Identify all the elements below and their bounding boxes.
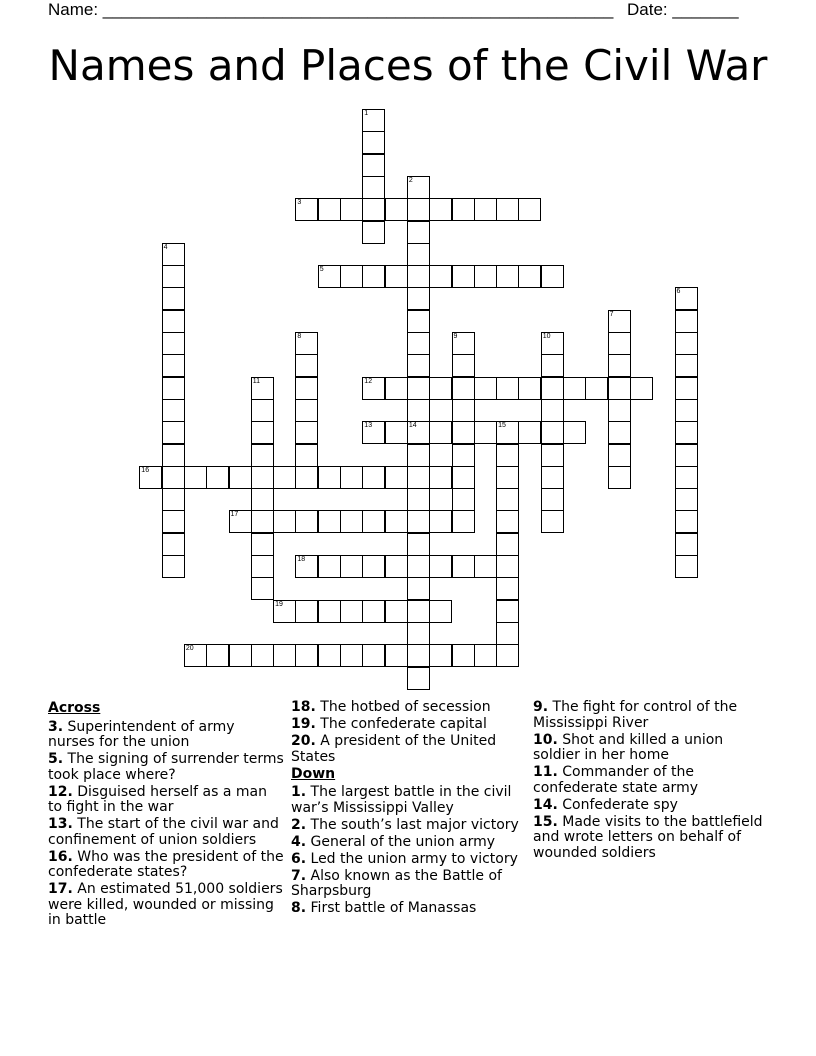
grid-cell[interactable] bbox=[318, 466, 341, 489]
grid-cell[interactable] bbox=[251, 377, 274, 400]
name-field[interactable]: Name: ______________________________________________________ bbox=[48, 0, 614, 19]
grid-cell[interactable] bbox=[362, 221, 385, 244]
clue-number: 1 bbox=[364, 110, 369, 117]
grid-cell[interactable] bbox=[162, 466, 185, 489]
grid-cell[interactable] bbox=[541, 510, 564, 533]
clue-number: 11 bbox=[252, 377, 261, 385]
grid-cell[interactable] bbox=[452, 644, 475, 667]
grid-cell[interactable] bbox=[162, 399, 185, 422]
grid-cell[interactable] bbox=[541, 354, 564, 377]
grid-cell[interactable] bbox=[362, 198, 385, 221]
clue-number: 10 bbox=[542, 333, 551, 340]
page-title: Names and Places of the Civil War bbox=[48, 41, 768, 90]
clue-number: 3 bbox=[297, 199, 302, 207]
grid-cell[interactable] bbox=[273, 510, 296, 533]
grid-cell[interactable] bbox=[541, 444, 564, 467]
grid-cell[interactable] bbox=[295, 332, 318, 355]
clue-number: 9 bbox=[453, 333, 458, 340]
grid-cell[interactable] bbox=[496, 577, 519, 600]
grid-cell[interactable] bbox=[229, 510, 252, 533]
grid-cell[interactable] bbox=[362, 265, 385, 288]
clue-down-8: 8. First battle of Manassas bbox=[291, 900, 477, 916]
grid-cell[interactable] bbox=[675, 354, 698, 377]
grid-cell[interactable] bbox=[474, 198, 497, 221]
clue-down-7: 7. Also known as the Battle of Sharpsburg bbox=[291, 867, 502, 899]
grid-cell[interactable] bbox=[139, 466, 162, 489]
grid-cell[interactable] bbox=[162, 533, 185, 556]
grid-cell[interactable] bbox=[162, 243, 185, 266]
grid-cell[interactable] bbox=[452, 377, 475, 400]
clues-column-3 bbox=[533, 700, 769, 863]
grid-cell[interactable] bbox=[452, 332, 475, 355]
grid-cell[interactable] bbox=[474, 377, 497, 400]
grid-cell[interactable] bbox=[452, 555, 475, 578]
grid-cell[interactable] bbox=[407, 176, 430, 199]
grid-cell[interactable] bbox=[675, 421, 698, 444]
grid-cell[interactable] bbox=[429, 377, 452, 400]
grid-cell[interactable] bbox=[162, 444, 185, 467]
grid-cell[interactable] bbox=[675, 377, 698, 400]
grid-cell[interactable] bbox=[184, 466, 207, 489]
clue-number: 6 bbox=[676, 288, 681, 296]
grid-cell[interactable] bbox=[362, 131, 385, 154]
grid-cell[interactable] bbox=[675, 444, 698, 467]
grid-cell[interactable] bbox=[452, 354, 475, 377]
clue-across-13: 13. The start of the civil war and confinement of union soldiers bbox=[48, 816, 279, 848]
grid-cell[interactable] bbox=[407, 287, 430, 310]
clue-number: 19 bbox=[275, 600, 283, 608]
clue-number: 20 bbox=[185, 645, 194, 653]
grid-cell[interactable] bbox=[251, 555, 274, 578]
clue-across-3: 3. Superintendent of army nurses for the union bbox=[48, 718, 235, 750]
grid-cell[interactable] bbox=[541, 466, 564, 489]
clue-down-4: 4. General of the union army bbox=[291, 833, 496, 850]
grid-cell[interactable] bbox=[407, 577, 430, 600]
grid-cell[interactable] bbox=[608, 332, 631, 355]
grid-cell[interactable] bbox=[496, 265, 519, 288]
grid-cell[interactable] bbox=[474, 555, 497, 578]
grid-cell[interactable] bbox=[385, 644, 408, 667]
grid-cell[interactable] bbox=[429, 600, 452, 623]
grid-cell[interactable] bbox=[407, 667, 430, 690]
grid-cell[interactable] bbox=[362, 644, 385, 667]
grid-cell[interactable] bbox=[251, 399, 274, 422]
grid-cell[interactable] bbox=[407, 444, 430, 467]
clue-across-19: 19. The confederate capital bbox=[291, 716, 487, 732]
grid-cell[interactable] bbox=[162, 488, 185, 511]
clue-across-17: 17. An estimated 51,000 soldiers were killed, wounded or missing in battle bbox=[48, 881, 283, 928]
grid-cell[interactable] bbox=[563, 421, 586, 444]
grid-cell[interactable] bbox=[541, 488, 564, 511]
clue-number: 12 bbox=[364, 377, 373, 385]
grid-cell[interactable] bbox=[385, 421, 408, 444]
grid-cell[interactable] bbox=[362, 154, 385, 177]
clue-number: 15 bbox=[498, 422, 506, 430]
grid-cell[interactable] bbox=[362, 421, 385, 444]
grid-cell[interactable] bbox=[518, 421, 541, 444]
across-heading: Across bbox=[48, 700, 101, 716]
grid-cell[interactable] bbox=[251, 466, 274, 489]
grid-cell[interactable] bbox=[429, 421, 452, 444]
grid-cell[interactable] bbox=[496, 488, 519, 511]
grid-cell[interactable] bbox=[452, 444, 475, 467]
clue-number: 17 bbox=[230, 511, 239, 519]
grid-cell[interactable] bbox=[496, 510, 519, 533]
clue-down-11: 11. Commander of the confederate state army bbox=[533, 764, 698, 796]
grid-cell[interactable] bbox=[496, 466, 519, 489]
clue-number: 2 bbox=[408, 176, 413, 184]
clue-down-10: 10. Shot and killed a union soldier in her home bbox=[533, 731, 724, 763]
grid-cell[interactable] bbox=[452, 510, 475, 533]
grid-cell[interactable] bbox=[675, 510, 698, 533]
grid-cell[interactable] bbox=[541, 332, 564, 355]
clue-across-18: 18. The hotbed of secession bbox=[291, 699, 491, 715]
grid-cell[interactable] bbox=[608, 310, 631, 333]
grid-cell[interactable] bbox=[496, 644, 519, 667]
grid-cell[interactable] bbox=[518, 265, 541, 288]
grid-cell[interactable] bbox=[452, 488, 475, 511]
grid-cell[interactable] bbox=[608, 399, 631, 422]
grid-cell[interactable] bbox=[608, 421, 631, 444]
grid-cell[interactable] bbox=[407, 198, 430, 221]
grid-cell[interactable] bbox=[407, 265, 430, 288]
clue-down-14: 14. Confederate spy bbox=[533, 796, 678, 813]
clue-number: 7 bbox=[609, 310, 614, 318]
grid-cell[interactable] bbox=[162, 354, 185, 377]
clue-number: 16 bbox=[141, 466, 150, 474]
clue-across-12: 12. Disguised herself as a man to fight in the war bbox=[48, 783, 267, 815]
grid-cell[interactable] bbox=[318, 600, 341, 623]
grid-cell[interactable] bbox=[362, 109, 385, 132]
grid-cell[interactable] bbox=[407, 622, 430, 645]
grid-cell[interactable] bbox=[675, 399, 698, 422]
grid-cell[interactable] bbox=[541, 399, 564, 422]
grid-cell[interactable] bbox=[608, 377, 631, 400]
grid-cell[interactable] bbox=[608, 354, 631, 377]
grid-cell[interactable] bbox=[340, 510, 363, 533]
grid-cell[interactable] bbox=[162, 555, 185, 578]
grid-cell[interactable] bbox=[496, 622, 519, 645]
grid-cell[interactable] bbox=[452, 198, 475, 221]
grid-cell[interactable] bbox=[251, 533, 274, 556]
grid-cell[interactable] bbox=[340, 466, 363, 489]
grid-cell[interactable] bbox=[162, 510, 185, 533]
grid-cell[interactable] bbox=[295, 466, 318, 489]
clue-across-16: 16. Who was the president of the confederate states? bbox=[48, 848, 284, 880]
grid-cell[interactable] bbox=[675, 488, 698, 511]
grid-cell[interactable] bbox=[340, 600, 363, 623]
grid-cell[interactable] bbox=[429, 466, 452, 489]
grid-cell[interactable] bbox=[251, 421, 274, 444]
grid-cell[interactable] bbox=[429, 265, 452, 288]
grid-cell[interactable] bbox=[675, 555, 698, 578]
grid-cell[interactable] bbox=[541, 377, 564, 400]
grid-cell[interactable] bbox=[496, 444, 519, 467]
grid-cell[interactable] bbox=[229, 644, 252, 667]
grid-cell[interactable] bbox=[162, 377, 185, 400]
grid-cell[interactable] bbox=[407, 310, 430, 333]
grid-cell[interactable] bbox=[318, 510, 341, 533]
grid-cell[interactable] bbox=[407, 377, 430, 400]
clue-number: 8 bbox=[297, 333, 302, 340]
grid-cell[interactable] bbox=[407, 510, 430, 533]
grid-cell[interactable] bbox=[162, 265, 185, 288]
grid-cell[interactable] bbox=[496, 600, 519, 623]
grid-cell[interactable] bbox=[474, 421, 497, 444]
grid-cell[interactable] bbox=[675, 466, 698, 489]
grid-cell[interactable] bbox=[295, 444, 318, 467]
grid-cell[interactable] bbox=[385, 265, 408, 288]
grid-cell[interactable] bbox=[563, 377, 586, 400]
date-field[interactable]: Date: _______ bbox=[627, 0, 739, 19]
grid-cell[interactable] bbox=[295, 510, 318, 533]
grid-cell[interactable] bbox=[362, 377, 385, 400]
clue-number: 14 bbox=[408, 422, 417, 430]
grid-cell[interactable] bbox=[496, 533, 519, 556]
clues-column-2 bbox=[291, 700, 527, 918]
grid-cell[interactable] bbox=[362, 600, 385, 623]
grid-cell[interactable] bbox=[407, 399, 430, 422]
grid-cell[interactable] bbox=[295, 421, 318, 444]
grid-cell[interactable] bbox=[251, 444, 274, 467]
grid-cell[interactable] bbox=[295, 644, 318, 667]
grid-cell[interactable] bbox=[496, 421, 519, 444]
grid-cell[interactable] bbox=[429, 644, 452, 667]
grid-cell[interactable] bbox=[251, 577, 274, 600]
clue-number: 4 bbox=[163, 243, 168, 251]
grid-cell[interactable] bbox=[407, 221, 430, 244]
grid-cell[interactable] bbox=[675, 287, 698, 310]
grid-cell[interactable] bbox=[385, 510, 408, 533]
grid-cell[interactable] bbox=[251, 644, 274, 667]
down-heading: Down bbox=[291, 765, 336, 782]
grid-cell[interactable] bbox=[385, 198, 408, 221]
grid-cell[interactable] bbox=[318, 644, 341, 667]
grid-cell[interactable] bbox=[675, 310, 698, 333]
grid-cell[interactable] bbox=[162, 421, 185, 444]
grid-cell[interactable] bbox=[362, 555, 385, 578]
clue-across-20: 20. A president of the United States bbox=[291, 733, 497, 765]
grid-cell[interactable] bbox=[474, 644, 497, 667]
grid-cell[interactable] bbox=[630, 377, 653, 400]
grid-cell[interactable] bbox=[206, 644, 229, 667]
grid-cell[interactable] bbox=[184, 644, 207, 667]
grid-cell[interactable] bbox=[318, 198, 341, 221]
grid-cell[interactable] bbox=[362, 466, 385, 489]
grid-cell[interactable] bbox=[496, 198, 519, 221]
grid-cell[interactable] bbox=[385, 377, 408, 400]
grid-cell[interactable] bbox=[429, 198, 452, 221]
grid-cell[interactable] bbox=[340, 644, 363, 667]
grid-cell[interactable] bbox=[385, 555, 408, 578]
grid-cell[interactable] bbox=[362, 510, 385, 533]
grid-cell[interactable] bbox=[429, 555, 452, 578]
grid-cell[interactable] bbox=[474, 265, 497, 288]
grid-cell[interactable] bbox=[452, 421, 475, 444]
grid-cell[interactable] bbox=[295, 600, 318, 623]
grid-cell[interactable] bbox=[608, 466, 631, 489]
clue-number: 18 bbox=[297, 556, 306, 563]
clue-down-9: 9. The fight for control of the Mississippi River bbox=[533, 699, 738, 731]
grid-cell[interactable] bbox=[295, 555, 318, 578]
grid-cell[interactable] bbox=[407, 354, 430, 377]
grid-cell[interactable] bbox=[340, 265, 363, 288]
grid-cell[interactable] bbox=[407, 421, 430, 444]
grid-cell[interactable] bbox=[295, 354, 318, 377]
grid-cell[interactable] bbox=[608, 444, 631, 467]
clues-column-1 bbox=[48, 700, 284, 930]
clue-down-6: 6. Led the union army to victory bbox=[291, 850, 518, 867]
grid-cell[interactable] bbox=[496, 377, 519, 400]
grid-cell[interactable] bbox=[295, 399, 318, 422]
grid-cell[interactable] bbox=[162, 310, 185, 333]
grid-cell[interactable] bbox=[162, 287, 185, 310]
grid-cell[interactable] bbox=[295, 377, 318, 400]
grid-cell[interactable] bbox=[452, 399, 475, 422]
grid-cell[interactable] bbox=[229, 466, 252, 489]
clue-down-1: 1. The largest battle in the civil war’s Mississippi Valley bbox=[291, 784, 512, 816]
clue-down-2: 2. The south’s last major victory bbox=[291, 816, 519, 833]
clue-down-15: 15. Made visits to the battlefield and wrote letters on behalf of wounded soldiers bbox=[533, 813, 763, 861]
grid-cell[interactable] bbox=[273, 600, 296, 623]
grid-cell[interactable] bbox=[318, 555, 341, 578]
grid-cell[interactable] bbox=[496, 555, 519, 578]
clue-across-5: 5. The signing of surrender terms took place where? bbox=[48, 751, 284, 783]
grid-cell[interactable] bbox=[251, 488, 274, 511]
grid-cell[interactable] bbox=[273, 644, 296, 667]
grid-cell[interactable] bbox=[518, 198, 541, 221]
grid-cell[interactable] bbox=[273, 466, 296, 489]
grid-cell[interactable] bbox=[251, 510, 274, 533]
grid-cell[interactable] bbox=[407, 488, 430, 511]
grid-cell[interactable] bbox=[452, 466, 475, 489]
grid-cell[interactable] bbox=[407, 243, 430, 266]
grid-cell[interactable] bbox=[585, 377, 608, 400]
grid-cell[interactable] bbox=[385, 466, 408, 489]
grid-cell[interactable] bbox=[541, 265, 564, 288]
grid-cell[interactable] bbox=[295, 198, 318, 221]
grid-cell[interactable] bbox=[340, 555, 363, 578]
grid-cell[interactable] bbox=[407, 600, 430, 623]
grid-cell[interactable] bbox=[385, 600, 408, 623]
grid-cell[interactable] bbox=[407, 644, 430, 667]
grid-cell[interactable] bbox=[675, 332, 698, 355]
grid-cell[interactable] bbox=[407, 332, 430, 355]
grid-cell[interactable] bbox=[518, 377, 541, 400]
grid-cell[interactable] bbox=[675, 533, 698, 556]
grid-cell[interactable] bbox=[407, 533, 430, 556]
grid-cell[interactable] bbox=[429, 510, 452, 533]
grid-cell[interactable] bbox=[541, 421, 564, 444]
clue-number: 5 bbox=[319, 266, 324, 274]
grid-cell[interactable] bbox=[206, 466, 229, 489]
grid-cell[interactable] bbox=[407, 466, 430, 489]
grid-cell[interactable] bbox=[362, 176, 385, 199]
grid-cell[interactable] bbox=[452, 265, 475, 288]
clue-number: 13 bbox=[364, 422, 373, 430]
grid-cell[interactable] bbox=[407, 555, 430, 578]
grid-cell[interactable] bbox=[340, 198, 363, 221]
grid-cell[interactable] bbox=[162, 332, 185, 355]
grid-cell[interactable] bbox=[318, 265, 341, 288]
